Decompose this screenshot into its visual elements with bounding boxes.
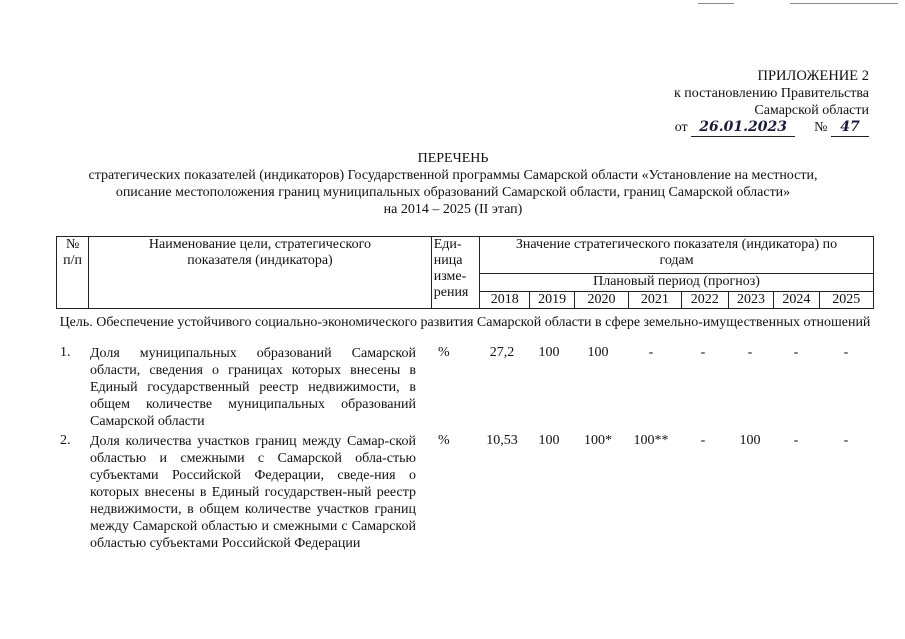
heading-title: ПЕРЕЧЕНЬ: [417, 151, 489, 166]
appendix-title: ПРИЛОЖЕНИЕ 2: [757, 68, 869, 84]
value-2025: -: [843, 433, 849, 448]
goal-text: Цель. Обеспечение устойчивого социально-экономического развития Самарской области в сфере земельно-имущественных отношений: [59, 315, 871, 330]
row-number: 1.: [60, 345, 71, 360]
indicator-unit: %: [438, 433, 450, 448]
year-2025: 2025: [819, 292, 873, 309]
document-heading: [28, 150, 878, 218]
scan-line-right: [790, 3, 898, 4]
year-2021: 2021: [629, 292, 681, 309]
value-2022: -: [700, 433, 706, 448]
scan-line-left: [698, 3, 734, 4]
year-2020: 2020: [574, 292, 628, 309]
value-2024: -: [793, 345, 799, 360]
heading-line-1: стратегических показателей (индикаторов) Государственной программы Самарской области «Установление на местности,: [88, 168, 818, 183]
value-2018: 10,53: [486, 433, 518, 448]
value-2020: 100*: [584, 433, 612, 448]
appendix-block: [629, 68, 869, 137]
row-number: 2.: [60, 433, 71, 448]
header-forecast: Плановый период (прогноз): [480, 274, 874, 292]
indicators-table-header: [56, 236, 874, 309]
appendix-date-row: [629, 119, 869, 137]
value-2021: -: [648, 345, 654, 360]
year-2024: 2024: [774, 292, 819, 309]
header-name: Наименование цели, стратегического показателя (индикатора): [89, 237, 432, 309]
value-2020: 100: [587, 345, 609, 360]
year-2023: 2023: [728, 292, 773, 309]
indicator-unit: %: [438, 345, 450, 360]
header-value-group: Значение стратегического показателя (индикатора) по годам: [480, 237, 874, 274]
heading-line-2: описание местоположения границ муниципальных образований Самарской области, границ Самарской области»: [115, 185, 791, 200]
header-unit: Еди-ница изме-рения: [431, 237, 479, 309]
appendix-line-2: Самарской области: [754, 103, 869, 118]
value-2018: 27,2: [489, 345, 515, 360]
date-prefix: от: [674, 120, 688, 135]
year-2019: 2019: [530, 292, 574, 309]
value-2025: -: [843, 345, 849, 360]
heading-line-3: на 2014 – 2025 (II этап): [383, 202, 523, 217]
indicator-name: Доля количества участков границ между Самар-ской областью и смежными с Самарской обла-стью субъектами Российской Федерации, сведе-ния о которых внесены в Единый государствен-ный реестр недвижимости, в общем количестве участков границ между Самарской областью и смежными с Самарской областью субъектами Российской Федерации: [90, 434, 416, 551]
year-2018: 2018: [480, 292, 530, 309]
value-2024: -: [793, 433, 799, 448]
appendix-line-1: к постановлению Правительства: [673, 86, 869, 101]
value-2019: 100: [538, 433, 560, 448]
number-value: 47: [831, 119, 869, 137]
indicator-name: Доля муниципальных образований Самарской области, сведения о границах которых внесены в Единый государственный реестр недвижимости, в общем количестве муниципальных образований Самарской области: [90, 346, 416, 429]
year-2022: 2022: [681, 292, 728, 309]
value-2023: -: [747, 345, 753, 360]
value-2022: -: [700, 345, 706, 360]
value-2023: 100: [739, 433, 761, 448]
value-2021: 100**: [633, 433, 669, 448]
date-value: 26.01.2023: [691, 119, 795, 137]
value-2019: 100: [538, 345, 560, 360]
header-num: № п/п: [57, 237, 89, 309]
number-prefix: №: [814, 120, 828, 135]
